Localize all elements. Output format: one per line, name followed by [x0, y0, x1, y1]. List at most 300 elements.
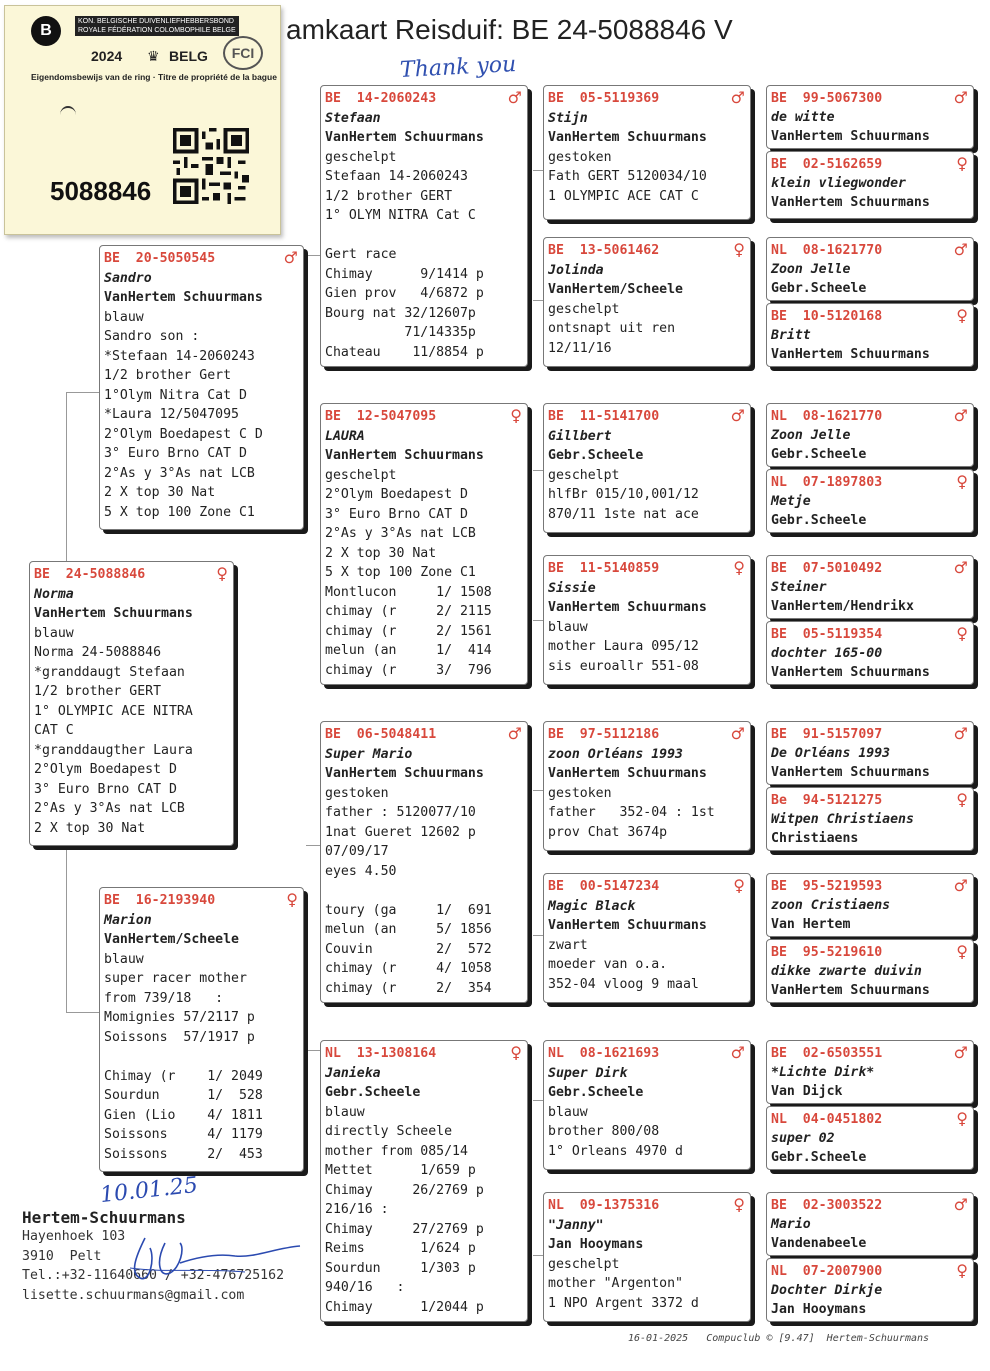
female-icon: ♀ — [956, 1109, 968, 1128]
pigeon-header — [548, 241, 745, 261]
pigeon-card-gg — [766, 939, 974, 1003]
pigeon-owner: Vandenabeele — [771, 1236, 867, 1251]
female-icon: ♀ — [956, 306, 968, 325]
info-line: Gien (Lio 4/ 1811 — [104, 1107, 263, 1123]
pigeon-card-gg — [766, 721, 974, 785]
ring-number: NL 08-1621770 — [771, 243, 883, 258]
pigeon-card-gg — [766, 1192, 974, 1256]
info-line: 216/16 : — [325, 1202, 389, 1217]
info-line: Chimay 9/1414 p — [325, 266, 484, 282]
info-line: 2°Olym Boedapest D — [325, 487, 468, 502]
pigeon-owner: Gebr.Scheele — [771, 281, 867, 296]
qr-code-icon — [173, 128, 249, 204]
pigeon-card-ff — [320, 85, 528, 367]
info-line: 1/2 brother GERT — [34, 684, 162, 699]
property-title: Eigendomsbewijs van de ring · Titre de propriété de la bague — [31, 72, 277, 82]
pigeon-owner: VanHertem Schuurmans — [548, 130, 707, 145]
great-grandparents-pair — [766, 403, 974, 533]
ring-number: NL 07-2007900 — [771, 1264, 883, 1279]
connector — [306, 255, 320, 256]
pigeon-card-gg — [766, 621, 974, 685]
info-line: from 739/18 : — [104, 990, 224, 1006]
pigeon-header — [771, 407, 968, 426]
info-line: blauw — [104, 951, 144, 967]
info-line: father : 5120077/10 — [325, 805, 476, 820]
connector — [533, 470, 543, 471]
pigeon-name: Britt — [771, 328, 811, 343]
female-icon: ♀ — [733, 558, 745, 577]
info-line: Reims 1/624 p — [325, 1241, 476, 1256]
ring-number: NL 04-0451802 — [771, 1112, 883, 1127]
info-line: Chimay (r 1/ 2049 — [104, 1068, 263, 1084]
info-line: 71/14335p — [325, 325, 476, 340]
female-icon: ♀ — [956, 154, 968, 173]
info-line: 352-04 vloog 9 maal — [548, 976, 699, 992]
info-line: *Laura 12/5047095 — [104, 407, 239, 422]
pigeon-name: zoon Orléans 1993 — [548, 746, 683, 762]
info-line: Sourdun 1/303 p — [325, 1260, 476, 1276]
ring-year: 2024 — [91, 48, 123, 64]
male-icon: ♂ — [953, 1043, 968, 1062]
female-icon: ♀ — [956, 790, 968, 809]
pigeon-name: Marion — [104, 912, 152, 928]
pigeon-owner: VanHertem Schuurmans — [325, 766, 484, 781]
male-icon: ♂ — [507, 88, 522, 107]
pigeon-header — [548, 407, 745, 427]
handwritten-note: Thank you — [399, 51, 517, 84]
pigeon-card-fff — [543, 85, 751, 220]
info-line: chimay (r 3/ 796 — [325, 662, 492, 678]
male-icon: ♂ — [953, 406, 968, 425]
pigeon-card-gg — [766, 85, 974, 149]
info-line: geschelpt — [325, 467, 397, 483]
info-line: 1°Olym Nitra Cat D — [104, 387, 247, 403]
info-line: chimay (r 2/ 1561 — [325, 623, 492, 639]
info-line: Soissons 4/ 1179 — [104, 1127, 263, 1142]
info-line: father 352-04 : 1st — [548, 805, 715, 820]
info-line: geschelpt — [548, 301, 620, 317]
pigeon-header — [771, 241, 968, 260]
connector — [66, 392, 100, 393]
pigeon-card-gg — [766, 151, 974, 219]
pigeon-header — [548, 1196, 745, 1216]
great-grandparents-pair — [766, 237, 974, 367]
ring-number: BE 07-5010492 — [771, 561, 883, 576]
info-line: 1 OLYMPIC ACE CAT C — [548, 188, 699, 204]
info-line: 3° Euro Brno CAT D — [325, 506, 468, 522]
pigeon-name: Jolinda — [548, 262, 604, 278]
pigeon-card-mf — [320, 721, 528, 1003]
info-line: Bourg nat 32/12607p — [325, 305, 476, 321]
pigeon-name: Sissie — [548, 580, 596, 596]
female-icon: ♀ — [956, 942, 968, 961]
pigeon-name: Super Mario — [325, 746, 413, 762]
pigeon-name: Janieka — [325, 1065, 381, 1081]
pigeon-name: Dochter Dirkje — [771, 1283, 883, 1298]
ring-number: 5088846 — [50, 176, 152, 206]
pigeon-card-gg — [766, 873, 974, 937]
pigeon-owner: Christiaens — [771, 831, 859, 846]
pigeon-owner: Jan Hooymans — [548, 1237, 644, 1252]
info-line: 940/16 : — [325, 1280, 405, 1295]
ring-number: BE 00-5147234 — [548, 879, 660, 894]
info-line: Stefaan 14-2060243 — [325, 169, 468, 184]
pigeon-name: Steiner — [771, 580, 827, 595]
pigeon-owner: VanHertem Schuurmans — [771, 195, 930, 210]
info-line: 5 X top 100 Zone C1 — [325, 565, 476, 580]
info-line: 2°Olym Boedapest C D — [104, 426, 263, 442]
info-line: geschelpt — [548, 467, 620, 483]
page-title: amkaart Reisduif: BE 24-5088846 V — [286, 14, 733, 45]
pigeon-header — [771, 1196, 968, 1215]
pigeon-card-fm — [320, 403, 528, 685]
info-line: gestoken — [548, 149, 612, 165]
breeder-city: 3910 Pelt — [22, 1248, 102, 1264]
pigeon-name: Stefaan — [325, 110, 381, 126]
pigeon-header — [771, 791, 968, 810]
info-line: 2°As y 3°As nat LCB — [104, 465, 255, 481]
info-line: 1° Orleans 4970 d — [548, 1143, 683, 1159]
pigeon-owner: Gebr.Scheele — [548, 448, 644, 463]
info-line: blauw — [548, 619, 588, 635]
info-line: zwart — [548, 937, 588, 953]
ring-number: BE 06-5048411 — [325, 727, 437, 742]
ring-number: BE 16-2193940 — [104, 893, 216, 908]
pigeon-owner: VanHertem Schuurmans — [325, 130, 484, 145]
info-line: Gert race — [325, 247, 397, 262]
pigeon-name: Stijn — [548, 110, 588, 126]
info-line: Chimay 27/2769 p — [325, 1221, 484, 1237]
great-grandparents-pair — [766, 873, 974, 1003]
male-icon: ♂ — [730, 724, 745, 743]
ring-number: BE 99-5067300 — [771, 91, 883, 106]
connector — [533, 790, 543, 791]
ring-number: BE 95-5219610 — [771, 945, 883, 960]
pigeon-name: zoon Cristiaens — [771, 898, 891, 913]
info-line — [325, 881, 522, 901]
info-line: directly Scheele — [325, 1124, 453, 1139]
info-line: mother Laura 095/12 — [548, 639, 699, 654]
pigeon-owner: VanHertem Schuurmans — [771, 765, 930, 780]
female-icon: ♀ — [510, 1043, 522, 1062]
great-grandparents-pair — [766, 1040, 974, 1170]
female-icon: ♀ — [733, 876, 745, 895]
male-icon: ♂ — [730, 406, 745, 425]
pigeon-card-mmf — [543, 1040, 751, 1170]
info-line: 3° Euro Brno CAT D — [34, 781, 177, 797]
male-icon: ♂ — [953, 724, 968, 743]
female-icon: ♀ — [956, 472, 968, 491]
pigeon-header — [771, 1110, 968, 1129]
ring-number: BE 97-5112186 — [548, 727, 660, 742]
ring-number: BE 24-5088846 — [34, 567, 146, 582]
pigeon-name: Norma — [34, 586, 74, 602]
ring-number: NL 13-1308164 — [325, 1046, 437, 1061]
great-grandparents-pair — [766, 555, 974, 685]
pigeon-card-gg — [766, 1040, 974, 1104]
federation-name: KON. BELGISCHE DUIVENLIEFHEBBERSBOND ROYALE FÉDÉRATION COLOMBOPHILE BELGE — [75, 16, 239, 36]
info-line: 2 X top 30 Nat — [104, 485, 216, 500]
pigeon-owner: VanHertem Schuurmans — [325, 448, 484, 463]
pigeon-header — [771, 89, 968, 108]
pigeon-header — [325, 1044, 522, 1064]
fci-logo-icon: FCI — [223, 36, 263, 70]
pigeon-header — [325, 89, 522, 109]
pigeon-owner: VanHertem Schuurmans — [771, 983, 930, 998]
info-line: Mettet 1/659 p — [325, 1163, 476, 1178]
info-line: 5 X top 100 Zone C1 — [104, 504, 255, 520]
pigeon-card-mfm — [543, 873, 751, 1003]
info-line: geschelpt — [548, 1256, 620, 1272]
pigeon-header — [771, 625, 968, 644]
signature-icon — [125, 1228, 315, 1288]
female-icon: ♀ — [733, 240, 745, 259]
pigeon-name: dochter 165-00 — [771, 646, 883, 661]
ring-number: BE 14-2060243 — [325, 91, 437, 106]
male-icon: ♂ — [507, 724, 522, 743]
ring-number: BE 02-5162659 — [771, 157, 883, 172]
info-line: 12/11/16 — [548, 340, 612, 356]
great-grandparents-pair — [766, 85, 974, 220]
connector — [66, 845, 67, 1013]
female-icon: ♀ — [956, 624, 968, 643]
pigeon-card-gg — [766, 787, 974, 851]
handwritten-date: 10.01.25 — [98, 1172, 200, 1209]
info-line: gestoken — [548, 785, 612, 801]
pigeon-card-gg — [766, 1258, 974, 1322]
pigeon-name: Gillbert — [548, 428, 612, 444]
info-line: *Stefaan 14-2060243 — [104, 348, 255, 364]
ring-number: NL 08-1621770 — [771, 409, 883, 424]
info-line: melun (an 5/ 1856 — [325, 922, 492, 937]
connector — [66, 392, 67, 567]
connector — [306, 1050, 320, 1051]
connector — [533, 300, 543, 301]
pigeon-owner: VanHertem/Scheele — [548, 282, 683, 297]
pigeon-owner: Van Dijck — [771, 1084, 843, 1099]
ring-number: NL 09-1375316 — [548, 1198, 660, 1213]
info-line: 870/11 1ste nat ace — [548, 506, 699, 522]
pigeon-owner: VanHertem/Scheele — [104, 932, 239, 947]
card-hole-icon — [60, 106, 76, 124]
pigeon-header — [771, 725, 968, 744]
info-line: 1/2 brother GERT — [325, 188, 453, 204]
pigeon-owner: VanHertem Schuurmans — [104, 290, 263, 305]
ring-number: BE 91-5157097 — [771, 727, 883, 742]
info-line: chimay (r 4/ 1058 — [325, 961, 492, 976]
male-icon: ♂ — [953, 876, 968, 895]
info-line: CAT C — [34, 723, 74, 738]
pigeon-name: Super Dirk — [548, 1065, 628, 1081]
female-icon: ♀ — [510, 406, 522, 425]
pigeon-owner: Van Hertem — [771, 917, 851, 932]
info-line: 1 NPO Argent 3372 d — [548, 1295, 699, 1311]
pigeon-owner: VanHertem Schuurmans — [34, 606, 193, 621]
male-icon: ♂ — [953, 240, 968, 259]
pigeon-card-gg — [766, 403, 974, 467]
info-line: super racer mother — [104, 971, 247, 986]
pigeon-owner: VanHertem/Hendrikx — [771, 599, 914, 614]
kbdb-logo-icon: B — [31, 16, 61, 46]
connector — [533, 170, 543, 171]
info-line: gestoken — [325, 785, 389, 801]
ring-certificate-card — [4, 5, 281, 235]
info-line: chimay (r 2/ 2115 — [325, 604, 492, 619]
pigeon-name: LAURA — [325, 428, 365, 444]
pigeon-owner: VanHertem Schuurmans — [771, 665, 930, 680]
pigeon-name: super 02 — [771, 1131, 835, 1146]
connector — [533, 1100, 543, 1101]
male-icon: ♂ — [730, 1043, 745, 1062]
pigeon-header — [548, 877, 745, 897]
ring-number: BE 05-5119354 — [771, 627, 883, 642]
pigeon-owner: VanHertem Schuurmans — [548, 600, 707, 615]
crown-icon: ♛ — [147, 48, 160, 64]
info-line: *granddaugther Laura — [34, 742, 193, 758]
ring-number: BE 11-5140859 — [548, 561, 660, 576]
pigeon-header — [771, 877, 968, 896]
info-line: prov Chat 3674p — [548, 824, 668, 840]
pigeon-card-gg — [766, 1106, 974, 1170]
info-line: 1° OLYM NITRA Cat C — [325, 208, 476, 223]
pigeon-header — [771, 473, 968, 492]
pigeon-owner: VanHertem Schuurmans — [548, 918, 707, 933]
pigeon-card-father — [99, 245, 304, 530]
info-line: blauw — [104, 309, 144, 325]
ring-number: BE 10-5120168 — [771, 309, 883, 324]
info-line: Chimay 1/2044 p — [325, 1299, 484, 1315]
info-line: Norma 24-5088846 — [34, 645, 162, 660]
ring-number: NL 07-1897803 — [771, 475, 883, 490]
pigeon-owner: VanHertem Schuurmans — [771, 347, 930, 362]
pigeon-card-ffm — [543, 237, 751, 367]
connector — [66, 1012, 100, 1013]
info-line: Chateau 11/8854 p — [325, 344, 484, 360]
pigeon-card-mm — [320, 1040, 528, 1322]
pigeon-owner: VanHertem Schuurmans — [548, 766, 707, 781]
pigeon-card-gg — [766, 303, 974, 367]
info-line: 2 X top 30 Nat — [325, 545, 437, 561]
info-line: 2 X top 30 Nat — [34, 820, 146, 836]
info-line: sis euroallr 551-08 — [548, 658, 699, 674]
pigeon-header — [771, 307, 968, 326]
connector — [306, 845, 320, 846]
pigeon-owner: Jan Hooymans — [771, 1302, 867, 1317]
pigeon-name: Zoon Jelle — [771, 428, 851, 443]
pigeon-header — [548, 1044, 745, 1064]
info-line: brother 800/08 — [548, 1124, 660, 1139]
info-line: hlfBr 015/10,001/12 — [548, 487, 699, 502]
pigeon-header — [548, 89, 745, 109]
pigeon-name: Sandro — [104, 270, 152, 286]
info-line: 3° Euro Brno CAT D — [104, 446, 247, 461]
info-line: toury (ga 1/ 691 — [325, 902, 492, 918]
ring-number: BE 11-5141700 — [548, 409, 660, 424]
pigeon-owner: Gebr.Scheele — [771, 513, 867, 528]
pigeon-header — [104, 249, 298, 269]
connector — [533, 1255, 543, 1256]
pigeon-header — [548, 559, 745, 579]
pigeon-name: *Lichte Dirk* — [771, 1065, 875, 1080]
ring-number: BE 02-3003522 — [771, 1198, 883, 1213]
pigeon-card-fmf — [543, 403, 751, 533]
info-line: Momignies 57/2117 p — [104, 1010, 255, 1025]
info-line: Couvin 2/ 572 — [325, 941, 492, 957]
pigeon-card-gg — [766, 237, 974, 301]
info-line — [325, 226, 522, 246]
info-line: Montlucon 1/ 1508 — [325, 584, 492, 600]
pigeon-header — [104, 891, 298, 911]
info-line: moeder van o.a. — [548, 957, 668, 972]
info-line: Soissons 57/1917 p — [104, 1029, 255, 1045]
pigeon-header — [771, 1262, 968, 1281]
ring-number: BE 05-5119369 — [548, 91, 660, 106]
footer-line: 16-01-2025 Compuclub © [9.47] Hertem-Schuurmans — [628, 1333, 930, 1344]
pigeon-name: klein vliegwonder — [771, 176, 906, 191]
pigeon-header — [34, 565, 228, 585]
pigeon-owner: Gebr.Scheele — [325, 1085, 421, 1100]
pigeon-name: "Janny" — [548, 1217, 604, 1233]
pigeon-name: Magic Black — [548, 898, 636, 914]
info-line: 1/2 brother Gert — [104, 368, 232, 383]
connector — [306, 370, 307, 412]
info-line: eyes 4.50 — [325, 863, 397, 879]
info-line: blauw — [325, 1104, 365, 1120]
female-icon: ♀ — [216, 564, 228, 583]
info-line: ontsnapt uit ren — [548, 321, 676, 336]
pigeon-header — [325, 407, 522, 427]
info-line: 07/09/17 — [325, 844, 389, 859]
pigeon-name: Witpen Christiaens — [771, 812, 914, 827]
connector — [533, 620, 543, 621]
ring-number: Be 94-5121275 — [771, 793, 883, 808]
info-line: Chimay 26/2769 p — [325, 1182, 484, 1198]
pigeon-owner: Gebr.Scheele — [771, 447, 867, 462]
pigeon-name: Mario — [771, 1217, 811, 1232]
info-line: Gien prov 4/6872 p — [325, 286, 484, 301]
info-line: 1nat Gueret 12602 p — [325, 824, 476, 840]
pigeon-card-subject — [29, 561, 234, 846]
ring-country: BELG — [169, 48, 208, 64]
pigeon-header — [771, 155, 968, 174]
info-line: mother from 085/14 — [325, 1143, 468, 1159]
info-line: Sourdun 1/ 528 — [104, 1088, 263, 1103]
pigeon-card-mmm — [543, 1192, 751, 1322]
ring-number: BE 20-5050545 — [104, 251, 216, 266]
breeder-email: lisette.schuurmans@gmail.com — [22, 1287, 245, 1303]
pigeon-name: Metje — [771, 494, 811, 509]
info-line: chimay (r 2/ 354 — [325, 980, 492, 996]
pigeon-header — [771, 559, 968, 578]
info-line: 1° OLYMPIC ACE NITRA — [34, 703, 193, 719]
info-line: geschelpt — [325, 149, 397, 165]
pigeon-name: de witte — [771, 110, 835, 125]
ring-number: BE 95-5219593 — [771, 879, 883, 894]
ring-number: BE 12-5047095 — [325, 409, 437, 424]
ring-number: BE 13-5061462 — [548, 243, 660, 258]
pigeon-card-fmm — [543, 555, 751, 685]
info-line — [104, 1047, 298, 1067]
info-line: *granddaugt Stefaan — [34, 664, 185, 680]
pigeon-owner: VanHertem Schuurmans — [771, 129, 930, 144]
female-icon: ♀ — [286, 890, 298, 909]
breeder-name: Hertem-Schuurmans — [22, 1208, 186, 1227]
male-icon: ♂ — [730, 88, 745, 107]
connector — [533, 935, 543, 936]
pigeon-header — [325, 725, 522, 745]
info-line: Soissons 2/ 453 — [104, 1146, 263, 1162]
ring-number: NL 08-1621693 — [548, 1046, 660, 1061]
